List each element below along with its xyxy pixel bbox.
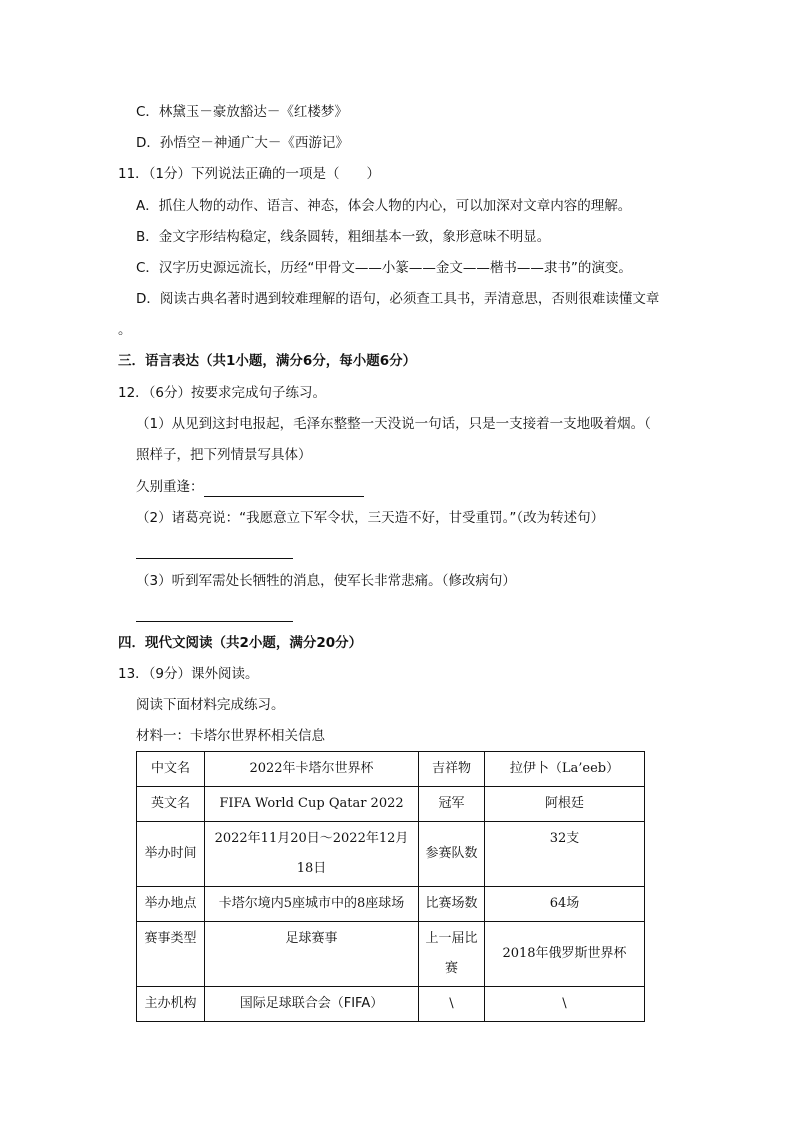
q12-part3: （3）听到军需处长牺牲的消息，使军长非常悲痛。（修改病句） (136, 573, 516, 589)
table-cell: 32支 (485, 822, 645, 887)
world-cup-info-table (136, 751, 645, 1022)
table-cell: 主办机构 (137, 987, 205, 1022)
table-row (137, 822, 645, 887)
table-cell: 阿根廷 (485, 787, 645, 822)
q13-stem: 13．（9分）课外阅读。 (118, 666, 259, 682)
q12-part2-answer-row (136, 539, 293, 559)
table-row (137, 787, 645, 822)
table-cell: 英文名 (137, 787, 205, 822)
table-cell: 64场 (485, 887, 645, 922)
q12-part2: （2）诸葛亮说：“我愿意立下军令状，三天造不好，甘受重罚。”（改为转述句） (136, 510, 605, 526)
table-row (137, 887, 645, 922)
table-cell: 拉伊卜（La’eeb） (485, 752, 645, 787)
q10-option-c: C．林黛玉－豪放豁达－《红楼梦》 (136, 104, 348, 120)
table-cell: 2018年俄罗斯世界杯 (485, 922, 645, 987)
table-row (137, 752, 645, 787)
table-cell: \ (485, 987, 645, 1022)
q11-option-d-continuation: 。 (118, 322, 132, 338)
table-cell: 国际足球联合会（FIFA） (205, 987, 419, 1022)
material-1-title: 材料一：卡塔尔世界杯相关信息 (136, 728, 325, 744)
table-cell: 参赛队数 (419, 822, 485, 887)
table-row (137, 922, 645, 987)
q12-part1-answer-row (136, 477, 364, 497)
section-3-heading: 三．语言表达（共1小题，满分6分，每小题6分） (118, 353, 417, 369)
table-cell: 中文名 (137, 752, 205, 787)
table-cell: 举办时间 (137, 822, 205, 887)
q11-option-c: C．汉字历史源远流长，历经“甲骨文——小篆——金文——楷书——隶书”的演变。 (136, 260, 632, 276)
table-cell: FIFA World Cup Qatar 2022 (205, 787, 419, 822)
table-cell: 足球赛事 (205, 922, 419, 987)
q11-option-b: B．金文字形结构稳定，线条圆转，粗细基本一致，象形意味不明显。 (136, 229, 551, 245)
q10-option-d: D．孙悟空－神通广大－《西游记》 (136, 135, 349, 151)
answer-blank[interactable] (204, 479, 364, 497)
q12-part3-answer-row (136, 602, 293, 622)
table-cell: 2022年11月20日～2022年12月18日 (205, 822, 419, 887)
q12-part1-continuation: 照样子，把下列情景写具体） (136, 447, 312, 463)
table-cell: 冠军 (419, 787, 485, 822)
table-cell: 上一届比赛 (419, 922, 485, 987)
table-cell: 卡塔尔境内5座城市中的8座球场 (205, 887, 419, 922)
table-cell: 比赛场数 (419, 887, 485, 922)
q13-instruction: 阅读下面材料完成练习。 (136, 697, 285, 713)
table-cell: 2022年卡塔尔世界杯 (205, 752, 419, 787)
q11-option-a: A．抓住人物的动作、语言、神态，体会人物的内心，可以加深对文章内容的理解。 (136, 198, 632, 214)
table-row (137, 987, 645, 1022)
answer-blank[interactable] (136, 541, 293, 559)
q12-part1-prompt: 久别重逢： (136, 479, 204, 495)
section-4-heading: 四．现代文阅读（共2小题，满分20分） (118, 635, 363, 651)
q11-option-d: D．阅读古典名著时遇到较难理解的语句，必须查工具书，弄清意思，否则很难读懂文章 (136, 291, 660, 307)
q12-stem: 12．（6分）按要求完成句子练习。 (118, 385, 327, 401)
q11-stem: 11．（1分）下列说法正确的一项是（ ） (118, 166, 381, 182)
table-cell: 吉祥物 (419, 752, 485, 787)
table-cell: \ (419, 987, 485, 1022)
table-cell: 举办地点 (137, 887, 205, 922)
answer-blank[interactable] (136, 604, 293, 622)
table-cell: 赛事类型 (137, 922, 205, 987)
q12-part1: （1）从见到这封电报起，毛泽东整整一天没说一句话，只是一支接着一支地吸着烟。（ (136, 416, 651, 432)
